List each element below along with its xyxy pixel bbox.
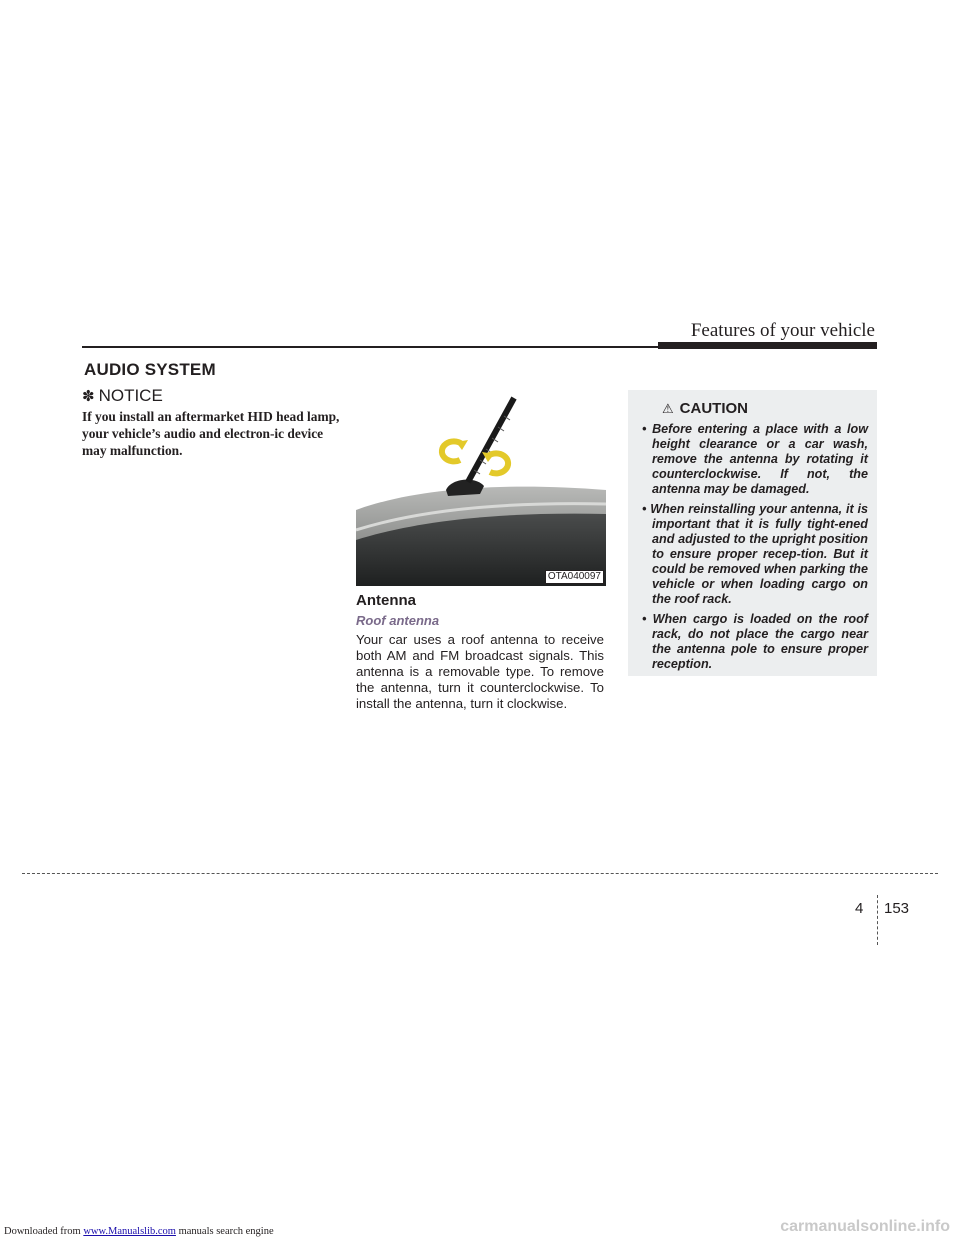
caution-box: [628, 390, 877, 676]
notice-label: NOTICE: [98, 386, 163, 405]
antenna-heading: Antenna: [356, 592, 416, 609]
header-rule: [82, 346, 662, 348]
warning-triangle-icon: ⚠: [662, 401, 674, 416]
footer-rule: [22, 873, 938, 874]
notice-heading: [82, 386, 163, 406]
roof-antenna-image: [356, 390, 606, 586]
notice-star-icon: ✽: [82, 388, 95, 405]
section-title: AUDIO SYSTEM: [84, 360, 216, 379]
download-notice: Downloaded from www.Manualslib.com manuals search engine: [4, 1226, 274, 1237]
caution-heading: [662, 400, 748, 417]
caution-label: CAUTION: [679, 400, 748, 417]
footer-divider: [877, 895, 878, 945]
page-number: 153: [884, 900, 910, 917]
header-rule-accent: [658, 342, 877, 349]
chapter-number: 4: [855, 900, 864, 917]
running-header: Features of your vehicle: [690, 320, 875, 341]
figure-code: OTA040097: [545, 570, 604, 584]
antenna-subheading: Roof antenna: [356, 613, 440, 628]
caution-item: • When cargo is loaded on the roof rack, do not place the cargo near the antenna pole to ensure proper reception.: [642, 612, 868, 671]
caution-item: • When reinstalling your antenna, it is important that it is fully tight-ened and adjusted to the upright position to ensure proper recep-tion. But it could be removed when parking the vehicle or when loading cargo on the roof rack.: [642, 502, 868, 606]
caution-list: [640, 422, 868, 677]
watermark: carmanualsonline.info: [780, 1218, 950, 1235]
antenna-body-text: Your car uses a roof antenna to receive both AM and FM broadcast signals. This antenna is a removable type. To remove the antenna, turn it counterclockwise. To install the antenna, turn it clockwise.: [356, 632, 604, 711]
caution-item: • Before entering a place with a low height clearance or a car wash, remove the antenna by rotating it counterclockwise. If not, the antenna may be damaged.: [642, 422, 868, 496]
notice-text: If you install an aftermarket HID head lamp, your vehicle’s audio and electron-ic device may malfunction.: [82, 409, 340, 458]
manualslib-link[interactable]: www.Manualslib.com: [83, 1226, 176, 1237]
antenna-illustration: [356, 390, 606, 586]
